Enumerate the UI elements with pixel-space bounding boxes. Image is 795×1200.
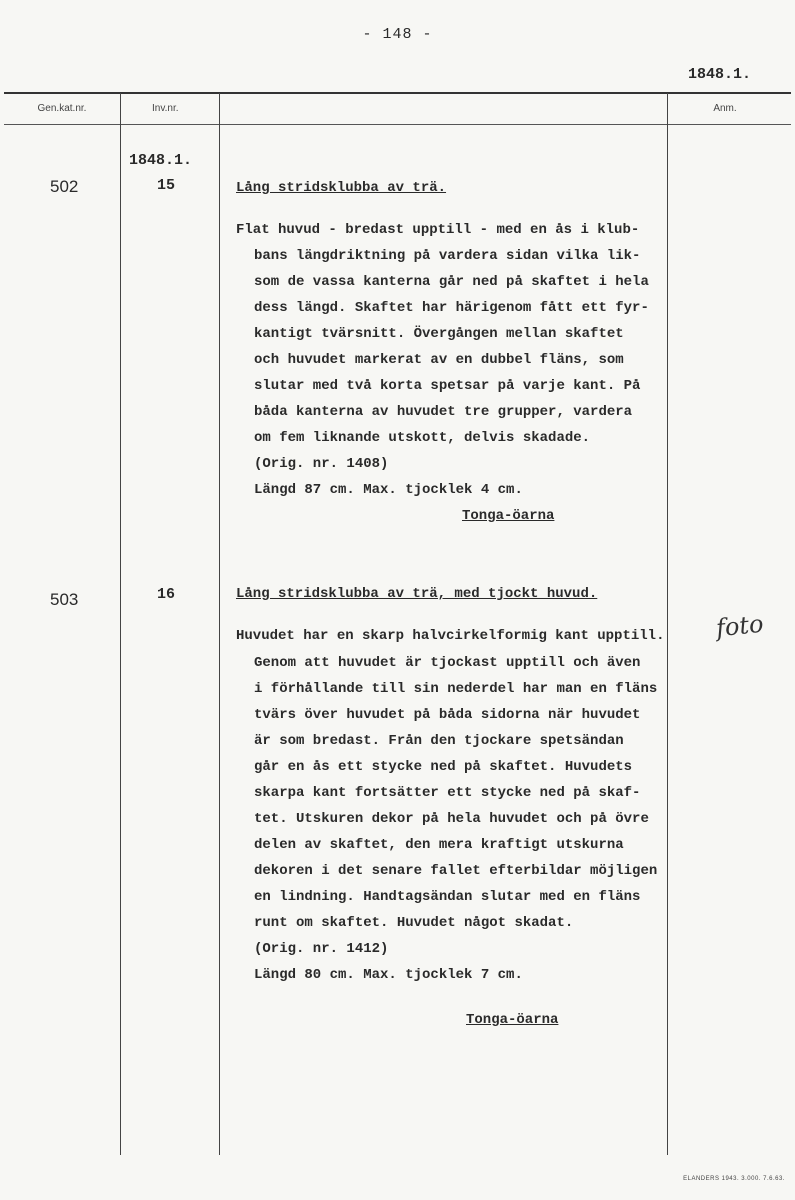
column-header-gen-kat-nr: Gen.kat.nr. [37,103,87,114]
entry-line: Längd 80 cm. Max. tjocklek 7 cm. [254,967,523,983]
column-header-inv-nr: Inv.nr. [152,103,179,114]
entry-line: som de vassa kanterna går ned på skaftet i hela [254,274,649,290]
entry-line: dess längd. Skaftet har härigenom fått ett fyr- [254,300,649,316]
entry-line: skarpa kant fortsätter ett stycke ned på skaf- [254,785,641,801]
entry-line: går en ås ett stycke ned på skaftet. Huvudets [254,759,633,775]
inv-year: 1848.1. [129,152,193,169]
gen-kat-nr-503: 503 [50,590,79,609]
entry-line: tvärs över huvudet på båda sidorna när huvudet [254,707,641,723]
header-rule [4,124,791,125]
entry-line: Flat huvud - bredast upptill - med en ås i klub- [236,222,640,238]
entry-title: Lång stridsklubba av trä, med tjockt huvud. [236,586,598,602]
gen-kat-nr-502: 502 [50,177,79,196]
inv-nr-15: 15 [157,177,176,194]
column-header-anm: Anm. [713,103,737,114]
catalog-id: 1848.1. [687,66,751,83]
entry-place: Tonga-öarna [462,508,555,524]
entry-line: är som bredast. Från den tjockare spetsändan [254,733,624,749]
entry-line: en lindning. Handtagsändan slutar med en fläns [254,889,641,905]
entry-title: Lång stridsklubba av trä. [236,180,447,196]
column-divider [120,93,121,1155]
column-divider [219,93,220,1155]
page-number: - 148 - [362,26,433,43]
entry-line: (Orig. nr. 1412) [254,941,389,957]
entry-line: (Orig. nr. 1408) [254,456,389,472]
entry-line: bans längdriktning på vardera sidan vilka lik- [254,248,641,264]
entry-line: om fem liknande utskott, delvis skadade. [254,430,591,446]
entry-line: Huvudet har en skarp halvcirkelformig kant upptill. [236,628,665,644]
entry-line: tet. Utskuren dekor på hela huvudet och på övre [254,811,649,827]
entry-line: dekoren i det senare fallet efterbildar möjligen [254,863,658,879]
entry-line: Längd 87 cm. Max. tjocklek 4 cm. [254,482,523,498]
entry-line: och huvudet markerat av en dubbel fläns, som [254,352,624,368]
entry-line: runt om skaftet. Huvudet något skadat. [254,915,574,931]
top-rule [4,92,791,94]
entry-line: i förhållande till sin nederdel har man en fläns [254,681,658,697]
entry-line: båda kanterna av huvudet tre grupper, vardera [254,404,633,420]
entry-line: Genom att huvudet är tjockast upptill och även [254,655,641,671]
handwritten-note: foto [714,609,765,643]
entry-line: delen av skaftet, den mera kraftigt utskurna [254,837,624,853]
inv-nr-16: 16 [157,586,176,603]
entry-line: slutar med två korta spetsar på varje kant. På [254,378,641,394]
entry-place: Tonga-öarna [466,1012,559,1028]
entry-line: kantigt tvärsnitt. Övergången mellan skaftet [254,326,624,342]
column-divider [667,93,668,1155]
printer-mark: ELANDERS 1943. 3.000. 7.6.63. [683,1176,785,1182]
